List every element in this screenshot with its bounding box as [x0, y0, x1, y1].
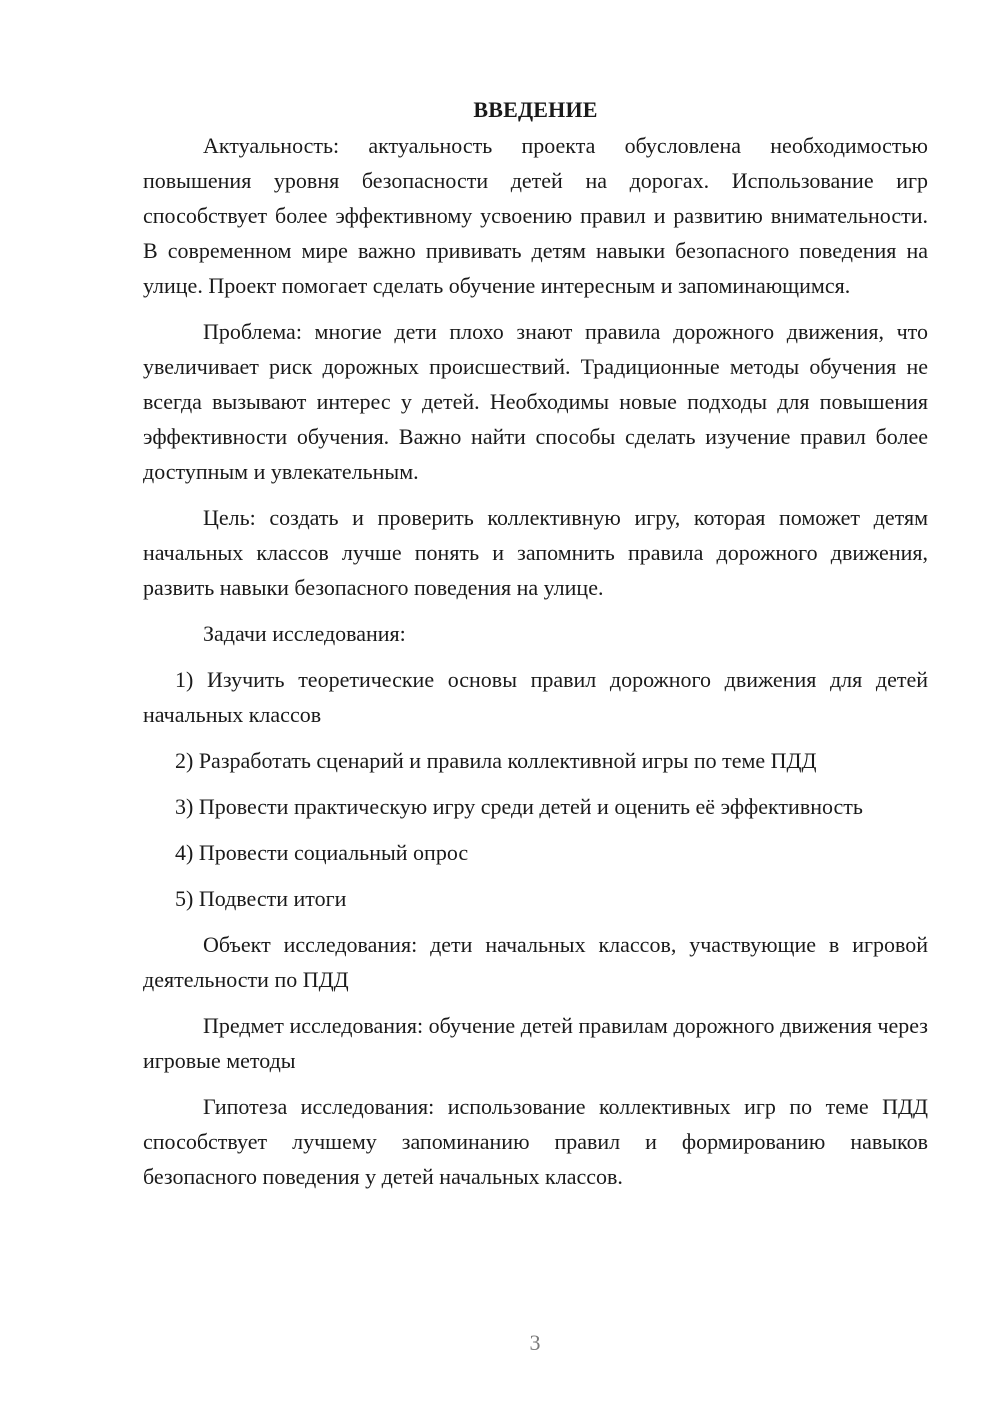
- section-heading: ВВЕДЕНИЕ: [473, 97, 598, 122]
- task-item-3: 3) Провести практическую игру среди детей и оценить её эффективность: [175, 794, 863, 819]
- hypothesis-paragraph: Гипотеза исследования: использование коллективных игр по теме ПДД способствует лучшему запоминанию правил и формированию навыков безопасного поведения у детей начальных классов.: [143, 1094, 928, 1189]
- problem-paragraph: Проблема: многие дети плохо знают правила дорожного движения, что увеличивает риск дорожных происшествий. Традиционные методы обучения не всегда вызывают интерес у детей. Необходимы новые подходы для повышения эффективности обучения. Важно найти способы сделать изучение правил более доступным и увлекательным.: [143, 319, 928, 484]
- goal-paragraph: Цель: создать и проверить коллективную игру, которая поможет детям начальных классов лучше понять и запомнить правила дорожного движения, развить навыки безопасного поведения на улице.: [143, 505, 928, 600]
- task-item-2: 2) Разработать сценарий и правила коллективной игры по теме ПДД: [175, 748, 817, 773]
- object-paragraph: Объект исследования: дети начальных классов, участвующие в игровой деятельности по ПДД: [143, 932, 928, 992]
- task-item-1: 1) Изучить теоретические основы правил дорожного движения для детей начальных классов: [143, 667, 928, 727]
- task-item-5: 5) Подвести итоги: [175, 886, 347, 911]
- task-item-4: 4) Провести социальный опрос: [175, 840, 469, 865]
- document-page: [143, 92, 928, 1205]
- tasks-label: Задачи исследования:: [203, 621, 406, 646]
- page-number: 3: [529, 1330, 541, 1355]
- relevance-paragraph: Актуальность: актуальность проекта обусловлена необходимостью повышения уровня безопасности детей на дорогах. Использование игр способствует более эффективному усвоению правил и развитию внимательности. В современном мире важно прививать детям навыки безопасного поведения на улице. Проект помогает сделать обучение интересным и запоминающимся.: [143, 133, 928, 298]
- subject-paragraph: Предмет исследования: обучение детей правилам дорожного движения через игровые методы: [143, 1013, 928, 1073]
